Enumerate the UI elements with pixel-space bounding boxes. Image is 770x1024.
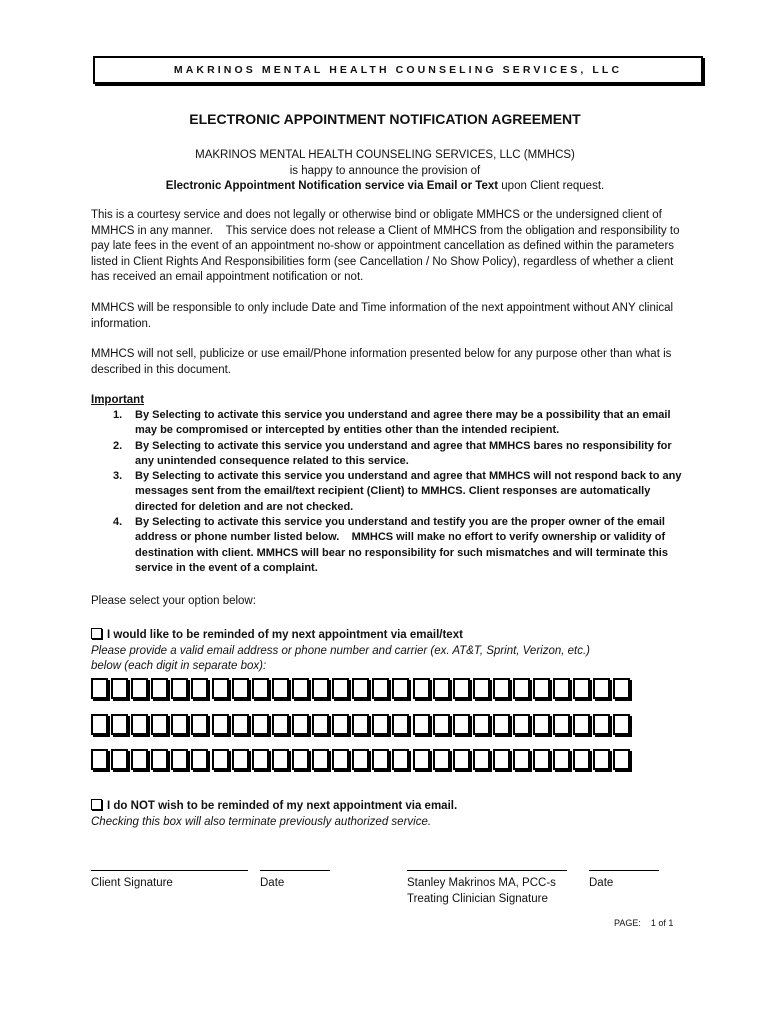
- digit-box[interactable]: [413, 714, 430, 735]
- intro-line-1: MAKRINOS MENTAL HEALTH COUNSELING SERVICES, LLC (MMHCS): [195, 149, 575, 161]
- digit-box[interactable]: [473, 714, 490, 735]
- digit-box[interactable]: [191, 714, 208, 735]
- client-date-label: Date: [260, 877, 285, 889]
- digit-box[interactable]: [553, 678, 570, 699]
- digit-box[interactable]: [613, 714, 630, 735]
- digit-box[interactable]: [272, 714, 289, 735]
- digit-row: [91, 714, 634, 740]
- clinician-date-block: [589, 870, 659, 892]
- digit-box[interactable]: [433, 714, 450, 735]
- important-item: [91, 439, 683, 470]
- digit-box[interactable]: [312, 714, 329, 735]
- digit-box[interactable]: [593, 714, 610, 735]
- digit-box[interactable]: [151, 749, 168, 770]
- digit-box[interactable]: [433, 678, 450, 699]
- digit-box[interactable]: [292, 714, 309, 735]
- opt-out-label: I do NOT wish to be reminded of my next appointment via email.: [107, 800, 458, 812]
- digit-box[interactable]: [191, 749, 208, 770]
- digit-box[interactable]: [613, 749, 630, 770]
- digit-box[interactable]: [232, 714, 249, 735]
- digit-box[interactable]: [413, 749, 430, 770]
- courtesy-paragraph: [91, 208, 683, 286]
- document-title: ELECTRONIC APPOINTMENT NOTIFICATION AGREEMENT: [189, 111, 581, 127]
- opt-in-row: [91, 628, 691, 644]
- opt-in-instruction-2: below (each digit in separate box):: [91, 660, 267, 672]
- important-item-number: 3.: [113, 470, 123, 483]
- digit-box[interactable]: [191, 678, 208, 699]
- digit-box[interactable]: [473, 749, 490, 770]
- clinician-signature-label: Treating Clinician Signature: [407, 892, 548, 905]
- digit-box[interactable]: [272, 749, 289, 770]
- digit-box[interactable]: [493, 678, 510, 699]
- digit-box[interactable]: [212, 678, 229, 699]
- digit-box[interactable]: [332, 714, 349, 735]
- clinician-name: Stanley Makrinos MA, PCC-s: [407, 877, 556, 889]
- digit-box[interactable]: [553, 749, 570, 770]
- contact-digit-grid: [91, 678, 634, 785]
- opt-in-checkbox[interactable]: [91, 628, 102, 639]
- page-value: 1 of 1: [650, 918, 674, 928]
- digit-row: [91, 678, 634, 704]
- opt-in-label: I would like to be reminded of my next appointment via email/text: [107, 629, 463, 641]
- digit-box[interactable]: [131, 749, 148, 770]
- important-item-number: 4.: [113, 516, 123, 529]
- digit-box[interactable]: [513, 714, 530, 735]
- digit-box[interactable]: [453, 678, 470, 699]
- digit-box[interactable]: [111, 714, 128, 735]
- important-item: [91, 515, 683, 576]
- digit-box[interactable]: [312, 749, 329, 770]
- digit-box[interactable]: [91, 714, 108, 735]
- digit-box[interactable]: [533, 678, 550, 699]
- digit-box[interactable]: [151, 678, 168, 699]
- digit-box[interactable]: [453, 714, 470, 735]
- digit-box[interactable]: [573, 678, 590, 699]
- digit-box[interactable]: [352, 714, 369, 735]
- digit-box[interactable]: [553, 714, 570, 735]
- digit-box[interactable]: [513, 678, 530, 699]
- digit-box[interactable]: [533, 714, 550, 735]
- digit-box[interactable]: [332, 749, 349, 770]
- digit-box[interactable]: [493, 749, 510, 770]
- digit-box[interactable]: [91, 678, 108, 699]
- digit-box[interactable]: [252, 678, 269, 699]
- digit-box[interactable]: [171, 678, 188, 699]
- courtesy-text: This is a courtesy service and does not legally or otherwise bind or obligate MMHCS or the undersigned client of MMHCS in any manner. This service does not release a Client of MMHCS from the obligation and responsibility to pay late fees in the event of an appointment no-show or appointment cancellation as defined within the parameters listed in Client Rights And Responsibilities form (see Cancellation / No Show Policy), regardless of whether a client has received an email appointment notification or not.: [91, 209, 683, 283]
- digit-box[interactable]: [292, 678, 309, 699]
- client-signature-block: [91, 870, 248, 892]
- important-item-number: 1.: [113, 409, 123, 421]
- company-banner: MAKRINOS MENTAL HEALTH COUNSELING SERVICES, LLC: [93, 56, 703, 84]
- digit-box[interactable]: [312, 678, 329, 699]
- important-item-text: By Selecting to activate this service you understand and agree that MMHCS will not respond back to any messages sent from the email/text recipient (Client) to MMHCS. Client responses are automatically directed for deletion and are not checked.: [135, 470, 682, 513]
- intro-line-3: [91, 179, 679, 195]
- intro-line-3-bold: Electronic Appointment Notification service via Email or Text: [165, 180, 499, 192]
- opt-out-row: [91, 799, 691, 815]
- digit-box[interactable]: [372, 678, 389, 699]
- digit-box[interactable]: [292, 749, 309, 770]
- privacy-text: MMHCS will not sell, publicize or use email/Phone information presented below for any purpose other than what is described in this document.: [91, 348, 672, 376]
- digit-box[interactable]: [473, 678, 490, 699]
- digit-box[interactable]: [533, 749, 550, 770]
- page-label: PAGE:: [614, 918, 641, 928]
- important-list: [91, 408, 683, 576]
- digit-box[interactable]: [593, 749, 610, 770]
- digit-box[interactable]: [513, 749, 530, 770]
- digit-box[interactable]: [212, 749, 229, 770]
- digit-box[interactable]: [573, 714, 590, 735]
- digit-box[interactable]: [392, 749, 409, 770]
- digit-box[interactable]: [232, 749, 249, 770]
- intro-line-3-rest: upon Client request.: [498, 180, 605, 192]
- digit-box[interactable]: [392, 678, 409, 699]
- client-date-block: [260, 870, 330, 892]
- digit-box[interactable]: [111, 678, 128, 699]
- client-signature-line[interactable]: [91, 870, 248, 871]
- digit-box[interactable]: [111, 749, 128, 770]
- important-item-number: 2.: [113, 439, 123, 452]
- important-item: [91, 469, 683, 515]
- digit-box[interactable]: [131, 714, 148, 735]
- digit-box[interactable]: [352, 749, 369, 770]
- client-date-line[interactable]: [260, 870, 330, 871]
- intro-block: [91, 148, 679, 195]
- digit-box[interactable]: [212, 714, 229, 735]
- digit-box[interactable]: [332, 678, 349, 699]
- digit-box[interactable]: [252, 749, 269, 770]
- digit-box[interactable]: [453, 749, 470, 770]
- digit-box[interactable]: [352, 678, 369, 699]
- important-item-text: By Selecting to activate this service you understand and agree that MMHCS bares no responsibility for any unintended consequence related to this service.: [135, 439, 672, 467]
- client-signature-label: Client Signature: [91, 877, 173, 889]
- page-number: [614, 918, 673, 928]
- digit-box[interactable]: [272, 678, 289, 699]
- clinician-signature-line[interactable]: [407, 870, 567, 871]
- digit-box[interactable]: [171, 749, 188, 770]
- important-heading: Important: [91, 394, 145, 406]
- opt-out-checkbox[interactable]: [91, 799, 102, 810]
- opt-in-instruction-1: Please provide a valid email address or phone number and carrier (ex. AT&T, Sprint, Verizon, etc.): [91, 644, 590, 657]
- date-time-text: MMHCS will be responsible to only include Date and Time information of the next appointment without ANY clinical information.: [91, 302, 674, 330]
- clinician-signature-block: [407, 870, 567, 907]
- clinician-date-label: Date: [589, 877, 614, 889]
- intro-line-2: is happy to announce the provision of: [289, 164, 481, 177]
- date-time-paragraph: [91, 301, 683, 332]
- digit-box[interactable]: [171, 714, 188, 735]
- clinician-date-line[interactable]: [589, 870, 659, 871]
- digit-box[interactable]: [91, 749, 108, 770]
- opt-out-option: [91, 799, 691, 830]
- opt-out-note: Checking this box will also terminate previously authorized service.: [91, 815, 432, 828]
- digit-box[interactable]: [413, 678, 430, 699]
- digit-box[interactable]: [613, 678, 630, 699]
- digit-box[interactable]: [493, 714, 510, 735]
- digit-box[interactable]: [392, 714, 409, 735]
- digit-box[interactable]: [151, 714, 168, 735]
- important-item-text: By Selecting to activate this service you understand and agree there may be a possibility that an email may be compromised or intercepted by entities other than the intended recipient.: [135, 409, 671, 437]
- digit-box[interactable]: [232, 678, 249, 699]
- important-item: [91, 408, 683, 439]
- digit-box[interactable]: [372, 749, 389, 770]
- digit-box[interactable]: [252, 714, 269, 735]
- important-item-text: By Selecting to activate this service you understand and testify you are the proper owner of the email address or phone number listed below. MMHCS will make no effort to verify ownership or validity of destination with client. MMHCS will bear no responsibility for such mismatches and will terminate this service in the event of a complaint.: [135, 516, 672, 574]
- privacy-paragraph: [91, 347, 683, 378]
- digit-box[interactable]: [573, 749, 590, 770]
- select-prompt: Please select your option below:: [91, 595, 256, 607]
- opt-in-option: [91, 628, 691, 675]
- digit-box[interactable]: [433, 749, 450, 770]
- digit-box[interactable]: [131, 678, 148, 699]
- digit-row: [91, 749, 634, 775]
- digit-box[interactable]: [593, 678, 610, 699]
- digit-box[interactable]: [372, 714, 389, 735]
